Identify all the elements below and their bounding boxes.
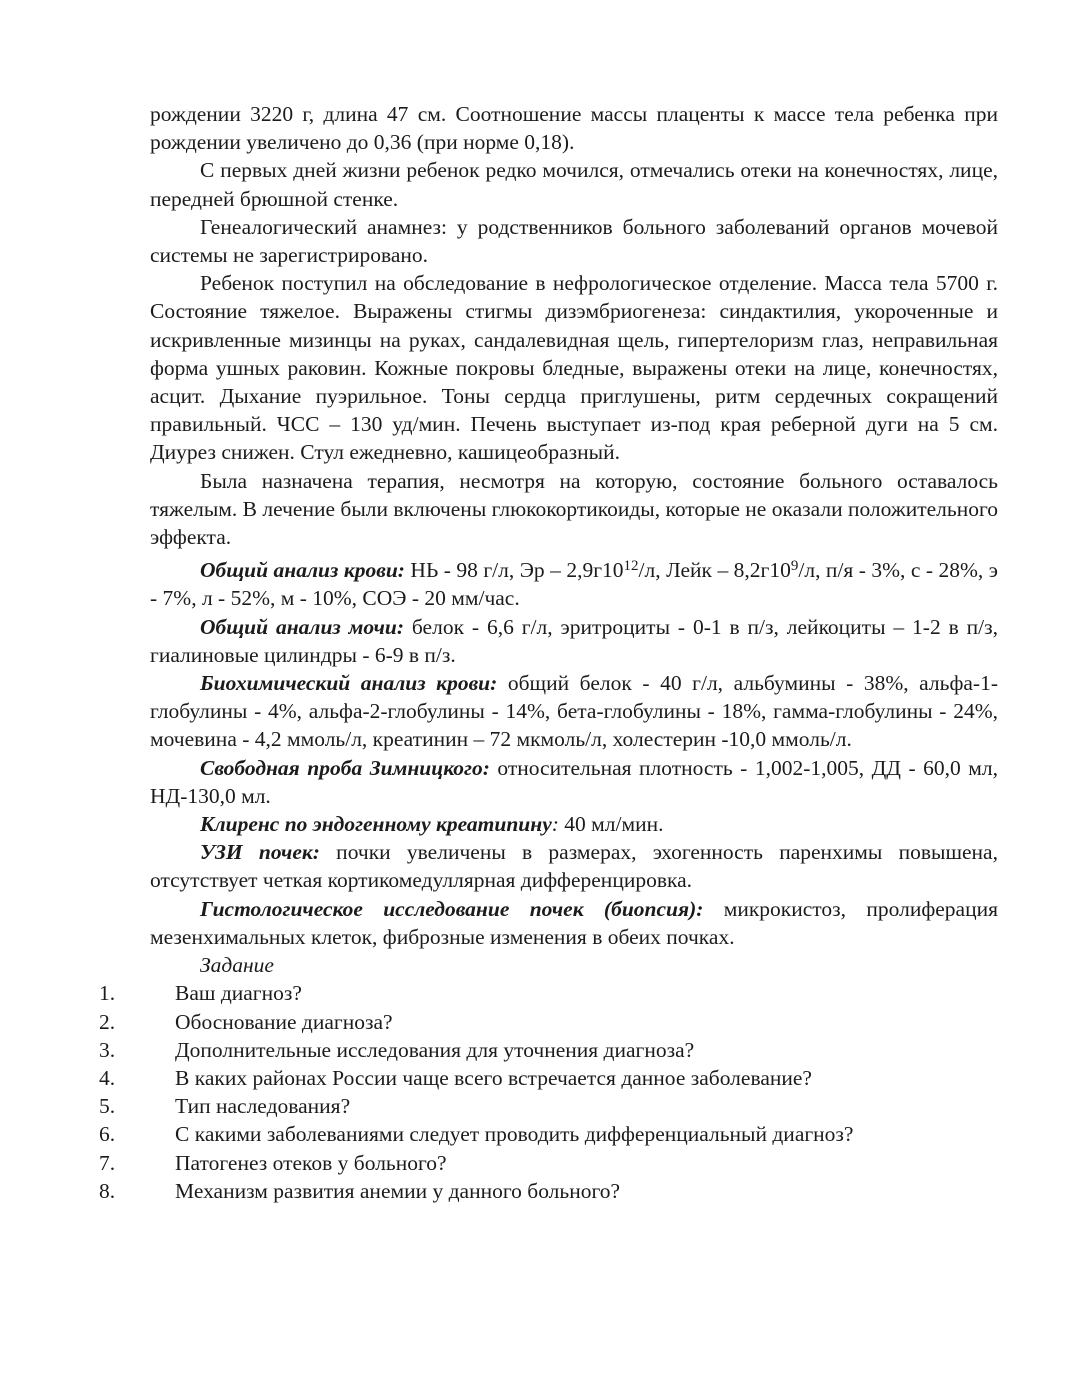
task-question: Дополнительные исследования для уточнения диагноза? xyxy=(175,1037,695,1062)
task-number: 6. xyxy=(99,1122,116,1147)
lab-urine-text: белок - 6,6 г/л, эритроциты - 0-1 в п/з, лейкоциты – 1-2 в п/з, гиалиновые цилиндры - 6-9 в п/з. xyxy=(150,614,998,667)
lab-blood-exponent-2: 9 xyxy=(790,558,799,575)
lab-ultrasound-label: УЗИ почек: xyxy=(200,840,320,865)
lab-blood-exponent-1: 12 xyxy=(623,558,639,575)
lab-urine-label: Общий анализ мочи: xyxy=(200,614,405,639)
task-number: 2. xyxy=(99,1009,116,1034)
lab-clearance-colon: : xyxy=(551,812,559,837)
task-number: 8. xyxy=(99,1178,116,1203)
paragraph-family-history: Генеалогический анамнез: у родственников больного заболеваний органов мочевой системы не зарегистрировано. xyxy=(150,214,998,268)
task-question: Патогенез отеков у больного? xyxy=(175,1150,447,1175)
paragraph-therapy: Была назначена терапия, несмотря на которую, состояние больного оставалось тяжелым. В лечение были включены глюкокортикоиды, которые не оказали положительного эффекта. xyxy=(150,468,998,550)
paragraph-early-symptoms: С первых дней жизни ребенок редко мочился, отмечались отеки на конечностях, лице, передней брюшной стенке. xyxy=(150,158,998,211)
lab-histology-label: Гистологическое исследование почек (биопсия): xyxy=(200,896,704,921)
document-page xyxy=(99,100,999,1205)
task-item xyxy=(99,1177,998,1205)
lab-biochemistry-text: общий белок - 40 г/л, альбумины - 38%, альфа-1-глобулины - 4%, альфа-2-глобулины - 14%, бета-глобулины - 18%, гамма-глобулины - 24%, мочевина - 4,2 ммоль/л, креатинин – 72 мкмоль/л, холестерин -10,0 ммоль/л. xyxy=(150,671,998,752)
task-item xyxy=(99,1008,998,1036)
lab-kidney-histology xyxy=(150,895,998,951)
lab-blood-test xyxy=(150,556,998,612)
task-question: Тип наследования? xyxy=(175,1094,351,1119)
lab-blood-text-3: /л, п/я - 3%, с - 28%, э - 7%, л - 52%, м - 10%, СОЭ - 20 мм/час. xyxy=(150,558,999,611)
task-number: 4. xyxy=(99,1065,116,1090)
lab-kidney-ultrasound xyxy=(150,838,998,894)
lab-histology-text: микрокистоз, пролиферация мезенхимальных клеток, фиброзные изменения в обеих почках. xyxy=(150,896,998,949)
task-item xyxy=(99,1036,998,1064)
task-number: 1. xyxy=(99,981,116,1006)
task-item xyxy=(99,1149,998,1177)
task-number: 3. xyxy=(99,1037,116,1062)
paragraph-examination: Ребенок поступил на обследование в нефрологическое отделение. Масса тела 5700 г. Состояние тяжелое. Выражены стигмы дизэмбриогенеза: синдактилия, укороченные и искривленные мизинцы на руках, сандалевидная щель, гипертелоризм глаз, неправильная форма ушных раковин. Кожные покровы бледные, выражены отеки на лице, конечностях, асцит. Дыхание пуэрильное. Тоны сердца приглушены, ритм сердечных сокращений правильный. ЧСС – 130 уд/мин. Печень выступает из-под края реберной дуги на 5 см. Диурез снижен. Стул ежедневно, кашицеобразный. xyxy=(150,271,998,465)
task-number: 7. xyxy=(99,1150,116,1175)
lab-ultrasound-text: почки увеличены в размерах, эхогенность паренхимы повышена, отсутствует четкая кортикомедуллярная дифференцировка. xyxy=(150,840,998,893)
lab-biochemistry-label: Биохимический анализ крови: xyxy=(200,671,498,696)
task-question: Ваш диагноз? xyxy=(175,981,302,1006)
lab-urine-test xyxy=(150,613,998,669)
paragraph-birth-data: рождении 3220 г, длина 47 см. Соотношение массы плаценты к массе тела ребенка при рождении увеличено до 0,36 (при норме 0,18). xyxy=(150,102,998,155)
lab-clearance-label: Клиренс по эндогенному креатипину xyxy=(200,812,552,837)
lab-zimnitsky-text: относительная плотность - 1,002-1,005, ДД - 60,0 мл, НД-130,0 мл. xyxy=(150,755,999,808)
lab-blood-text-2: /л, Лейк – 8,2г10 xyxy=(638,558,791,583)
lab-clearance-text: 40 мл/мин. xyxy=(558,812,664,837)
task-item xyxy=(99,979,998,1007)
lab-blood-text-1: НЬ - 98 г/л, Эр – 2,9г10 xyxy=(404,558,624,583)
task-question: С какими заболеваниями следует проводить дифференциальный диагноз? xyxy=(175,1122,854,1147)
lab-zimnitsky-test xyxy=(150,754,998,810)
task-list xyxy=(99,979,998,1205)
task-number: 5. xyxy=(99,1094,116,1119)
task-question: Обоснование диагноза? xyxy=(175,1009,393,1034)
lab-zimnitsky-label: Свободная проба Зимницкого: xyxy=(200,755,490,780)
task-question: В каких районах России чаще всего встречается данное заболевание? xyxy=(175,1065,812,1090)
lab-blood-label: Общий анализ крови: xyxy=(200,558,405,583)
task-heading: Задание xyxy=(200,953,274,978)
task-item xyxy=(99,1064,998,1092)
lab-creatinine-clearance xyxy=(150,810,998,838)
lab-biochemistry xyxy=(150,669,998,754)
task-item xyxy=(99,1120,998,1148)
task-question: Механизм развития анемии у данного больного? xyxy=(175,1178,621,1203)
task-item xyxy=(99,1092,998,1120)
